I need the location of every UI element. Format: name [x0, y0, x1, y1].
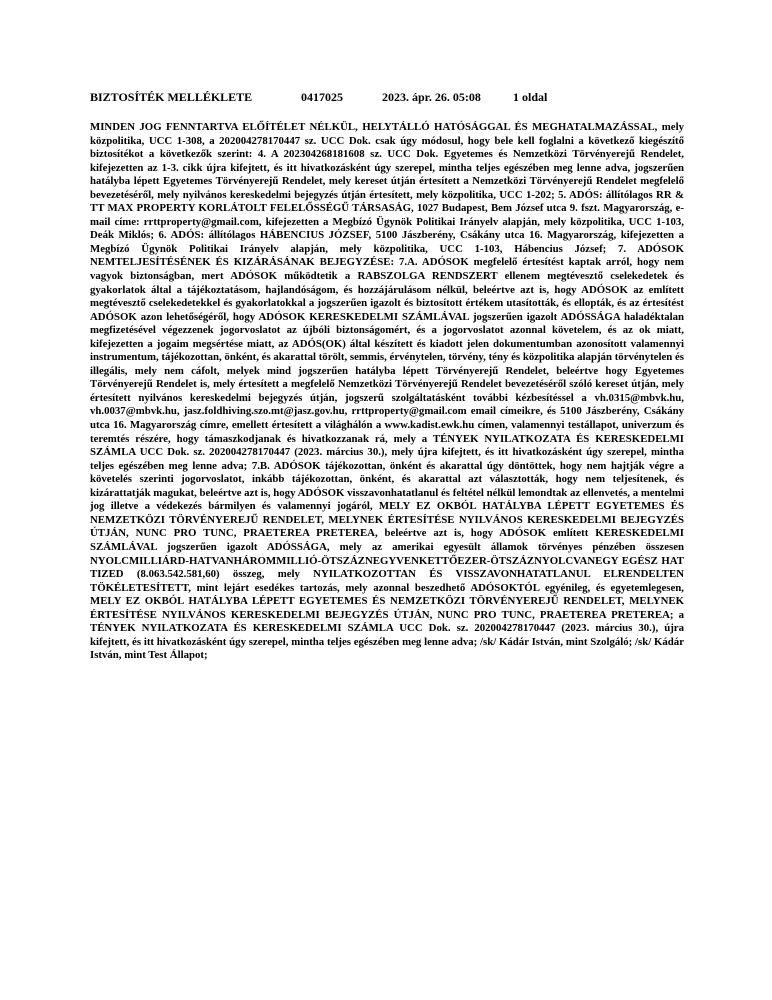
header-page-count: 1 oldal	[513, 90, 548, 104]
document-body-text: MINDEN JOG FENNTARTVA ELŐÍTÉLET NÉLKÜL, HELYTÁLLÓ HATÓSÁGGAL ÉS MEGHATALMAZÁSSAL, mely közpolitika, UCC 1-308, a 202004278170447 sz. UCC Dok. csak úgy módosul, hogy bele kell foglalni a következő kiegészítő biztosítékot a következők szerint: 4. A 202304268181608 sz. UCC Dok. Egyetemes és Nemzetközi Törvényerejű Rendelet, kifejezetten az 1-3. cikk újra kifejtett, és itt hivatkozásként úgy szerepel, mintha teljes egészében meg lenne adva, jogszerűen hatályba lépett Egyetemes Törvényerejű Rendelet, mely kereset útján értesített a Nemzetközi Törvényerejű Rendelet megfelelő bevezetéséről, mely nyilvános kereskedelmi bejegyzés útján értesített, mely közpolitika, UCC 1-202; 5. ADÓS: állítólagos RR & TT MAX PROPERTY KORLÁTOLT FELELŐSSÉGŰ TÁRSASÁG, 1027 Budapest, Bem József utca 9. fszt. Magyarország, e-mail címe: rrttproperty@gmail.com, kifejezetten a Megbízó Ügynök Politikai Irányelv alapján, mely közpolitika, UCC 1-103, Deák Miklós; 6. ADÓS: állítólagos HÁBENCIUS JÓZSEF, 5100 Jászberény, Csákány utca 16. Magyarország, kifejezetten a Megbízó Ügynök Politikai Irányelv alapján, mely közpolitika, UCC 1-103, Hábencius József; 7. ADÓSOK NEMTELJESÍTÉSÉNEK ÉS KIZÁRÁSÁNAK BEJEGYZÉSE: 7.A. ADÓSOK megfelelő értesítést kaptak arról, hogy nem vagyok biztonságban, mert ADÓSOK működtetik a RABSZOLGA RENDSZERT ellenem megtévesztő cselekedetek és gyakorlatok által a tájékoztatásom, hajlandóságom, és hozzájárulásom nélkül, beleértve azt is, hogy ADÓSOK az említett megtévesztő cselekedetekkel és gyakorlatokkal a jogszerűen igazolt és biztosított értékem utasították, és ellopták, és az értesítést ADÓSOK azon lehetőségéről, hogy ADÓSOK KERESKEDELMI SZÁMLÁVAL jogszerűen igazolt ADÓSSÁGA haladéktalan megfizetésével végezzenek jogorvoslatot az újbóli biztonságomért, és a jogorvoslatot azonnal követelem, és az ok miatt, kifejezetten a jogaim megsértése miatt, az ADÓS(OK) által készített és kiadott jelen dokumentumban azonosított valamennyi instrumentum, tájékozottan, önként, és akarattal törölt, semmis, érvénytelen, törvény, tény és közpolitika alapján törvénytelen és illegális, mely nem cáfolt, melyek mind jogszerűen hatályba lépett Törvényerejű Rendelet, beleértve hogy Egyetemes Törvényerejű Rendelet is, mely értesített a megfelelő Nemzetközi Törvényerejű Rendelet bevezetéséről szóló kereset útján, mely értesített nyilvános kereskedelmi bejegyzés útján, jogszerű szolgáltatásként további kézbesítéssel a vh.0315@mbvk.hu, vh.0037@mbvk.hu, jasz.foldhiving.szo.mt@jasz.gov.hu, rrttproperty@gmail.com email címeikre, és 5100 Jászberény, Csákány utca 16. Magyarország címre, emellett értesített a világhálón a www.kadist.ewk.hu címen, valamennyi testállapot, univerzum és teremtés részére, hogy támaszkodjanak és hivatkozzanak rá, mely a TÉNYEK NYILATKOZATA ÉS KERESKEDELMI SZÁMLA UCC Dok. sz. 202004278170447 (2023. március 30.), mely újra kifejtett, és itt hivatkozásként úgy szerepel, mintha teljes egészében meg lenne adva; 7.B. ADÓSOK tájékozottan, önként és akarattal úgy döntöttek, hogy nem hajtják végre a követelés szerinti jogorvoslatot, inkább tájékozottan, önként, és akarattal azt választották, hogy nem teljesítenek, és kizárattatják magukat, beleértve azt is, hogy ADÓSOK visszavonhatatlanul és feltétel nélkül lemondtak az ellenvetés, a mentelmi jog illetve a védekezés bármilyen és valamennyi jogáról, MELY EZ OKBÓL HATÁLYBA LÉPETT EGYETEMES ÉS NEMZETKÖZI TÖRVÉNYEREJŰ RENDELET, MELYNEK ÉRTESÍTÉSE NYILVÁNOS KERESKEDELMI BEJEGYZÉS ÚTJÁN, NUNC PRO TUNC, PRAETEREA PRETEREA, beleértve azt is, hogy ADÓSOK említett KERESKEDELMI SZÁMLÁVAL jogszerűen igazolt ADÓSSÁGA, mely az amerikai egyesült államok törvényes pénzében összesen NYOLCMILLIÁRD-HATVANHÁROMMILLIÓ-ÖTSZÁZNEGYVENKETTŐEZER-ÖTSZÁZNYOLCVANEGY EGÉSZ HAT TIZED (8.063.542.581,60) összeg, mely NYILATKOZOTTAN ÉS VISSZAVONHATATLANUL ELRENDELTEN TÖKÉLETESÍTETT, mint lejárt esedékes tartozás, mely azonnal beszedhető ADÓSOKTÓL egyénileg, és egyetemlegesen, MELY EZ OKBÓL HATÁLYBA LÉPETT EGYETEMES ÉS NEMZETKÖZI TÖRVÉNYEREJŰ RENDELET, MELYNEK ÉRTESÍTÉSE NYILVÁNOS KERESKEDELMI BEJEGYZÉS ÚTJÁN, NUNC PRO TUNC, PRAETEREA PRETEREA; a TÉNYEK NYILATKOZATA ÉS KERESKEDELMI SZÁMLA UCC Dok. sz. 202004278170447 (2023. március 30.), újra kifejtett, és itt hivatkozásként úgy szerepel, mintha teljes egészében meg lenne adva; /sk/ Kádár István, mint Szolgáló; /sk/ Kádár István, mint Test Állapot;	[90, 121, 684, 662]
header-title: BIZTOSÍTÉK MELLÉKLETE	[90, 90, 253, 104]
header-datetime: 2023. ápr. 26. 05:08	[382, 90, 481, 104]
header-document-number: 0417025	[301, 90, 343, 104]
